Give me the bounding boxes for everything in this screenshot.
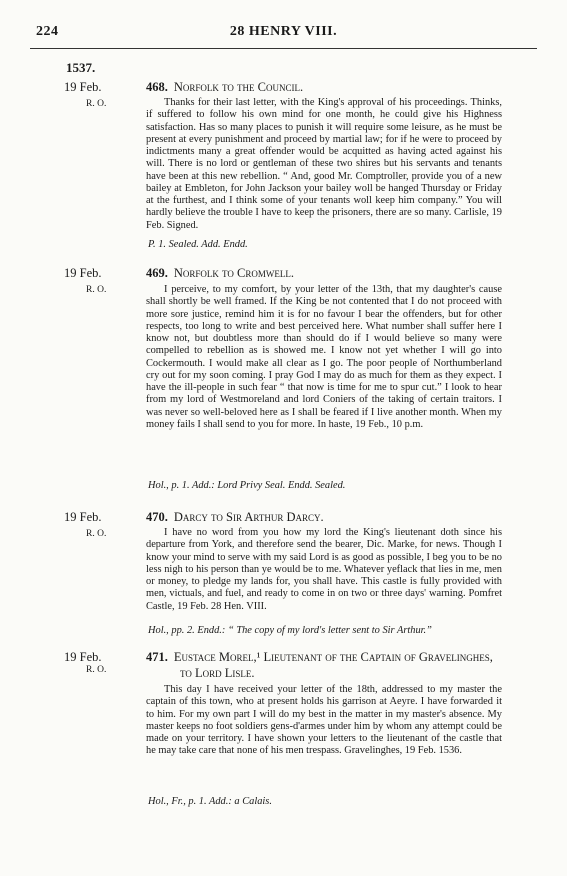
page-header (36, 24, 531, 44)
page-number: 224 (36, 24, 59, 39)
entry-date: 19 Feb. (64, 510, 102, 524)
entry-heading: Norfolk to Cromwell. (173, 266, 294, 280)
entry-note: Hol., Fr., p. 1. Add.: a Calais. (148, 796, 272, 807)
entry-title (146, 266, 294, 280)
entry-title (146, 80, 303, 94)
entry-number: 469. (146, 266, 168, 280)
entry-title (146, 510, 324, 524)
entry-body: I perceive, to my comfort, by your letter of the 13th, that my daughter's cause shall shortly be well framed. If the King be not contented that I do not proceed with more sore justice, remind him it is for no favour I bear the offenders, but for other respects, too long to write and best perceived here. What number shall suffer here I know not, but doubtless more than should do if I would believe so many were compelled to rebellion as is showed me. I know not yet whether I will go into Cockermouth. I would make all clear as I go. The poor people of Northumberland cry out for my soon coming. I pray God I may do as much for them as they expect. I have the ill-people in such fear “ that now is time for me to spur cut.” I look to hear from my lord of Westmoreland and lord Coniers of the taking of certain traitors. I was never so well-beloved here as I shall be feared if I live another month. When my money fails I shall send to you for more. In haste, 19 Feb., 10 p.m. (146, 284, 502, 430)
entry-number: 468. (146, 80, 168, 94)
entry-number: 471. (146, 650, 168, 664)
entry-heading: Norfolk to the Council. (173, 80, 304, 94)
header-rule (30, 48, 537, 49)
entry-body: This day I have received your letter of the 18th, addressed to my master the captain of this town, who at present holds his garrison at Aeyre. I have forwarded it to him. For my own part I will do my best in the matter in my master's absence. My master keeps no foot soldiers gens-d'armes under him by whom any attempt could be made on your territory. I have shown your letters to the lieutenant of the castle that he may take care that none of his men trespass. Gravelinghes, 19 Feb. 1536. (146, 684, 502, 757)
entry-note: Hol., p. 1. Add.: Lord Privy Seal. Endd. Sealed. (148, 480, 346, 491)
entry-ref: R. O. (86, 99, 107, 109)
entry-note: P. 1. Sealed. Add. Endd. (148, 239, 248, 250)
running-title: 28 HENRY VIII. (229, 24, 338, 39)
entry-date: 19 Feb. (64, 266, 102, 280)
entry-ref: R. O. (86, 529, 107, 539)
entry-date: 19 Feb. (64, 80, 102, 94)
entry-date: 19 Feb. (64, 650, 102, 664)
entry-body: I have no word from you how my lord the King's lieutenant doth since his departure from York, and therefore send the bearer, Dic. Marke, for news. Though I know your mind to serve with my said Lord is as good as possible, I beg you to be no less nigh to his person than ye would be to me. Whatever yeflack that lies in me, men or money, to pledge my lands for, you shall have. This castle is fully provided with men, victuals, and fuel, and ready to come in on two or three days' warning. Pomfret Castle, 19 Feb. 28 Hen. VIII. (146, 527, 502, 612)
entry-heading: Darcy to Sir Arthur Darcy. (173, 510, 324, 524)
entry-heading: Eustace Morel,¹ Lieutenant of the Captain of Gravelinghes, (173, 650, 493, 664)
entry-number: 470. (146, 510, 168, 524)
entry-note: Hol., pp. 2. Endd.: “ The copy of my lord's letter sent to Sir Arthur.” (148, 625, 432, 636)
year-marker: 1537. (66, 60, 96, 75)
entry-ref: R. O. (86, 285, 107, 295)
entry-body: Thanks for their last letter, with the King's approval of his proceedings. Thinks, if suffered to follow his own mind for one month, he could give his Highness satisfaction. Has so many places to punish it will require some leisure, as he must be present at every punishment and proceed by martial law; for if he were to proceed by indictments many a great offender would be acquitted as having acted against his will. There is no lord or gentleman of these two shires but his servants and tenants have been at this new rebellion. “ And, good Mr. Comptroller, provide you of a new bailey at Embleton, for John Jackson your bailey woll be hanged Thursday or Friday at the furthest, and I think some of your tenants woll keep him company.” You will hardly believe the trouble I have to keep the prisoners, there are so many. Carlisle, 19 Feb. Signed. (146, 97, 502, 231)
entry-title (146, 650, 493, 664)
entry-heading-continued: to Lord Lisle. (180, 666, 255, 680)
entry-ref: R. O. (86, 665, 107, 675)
